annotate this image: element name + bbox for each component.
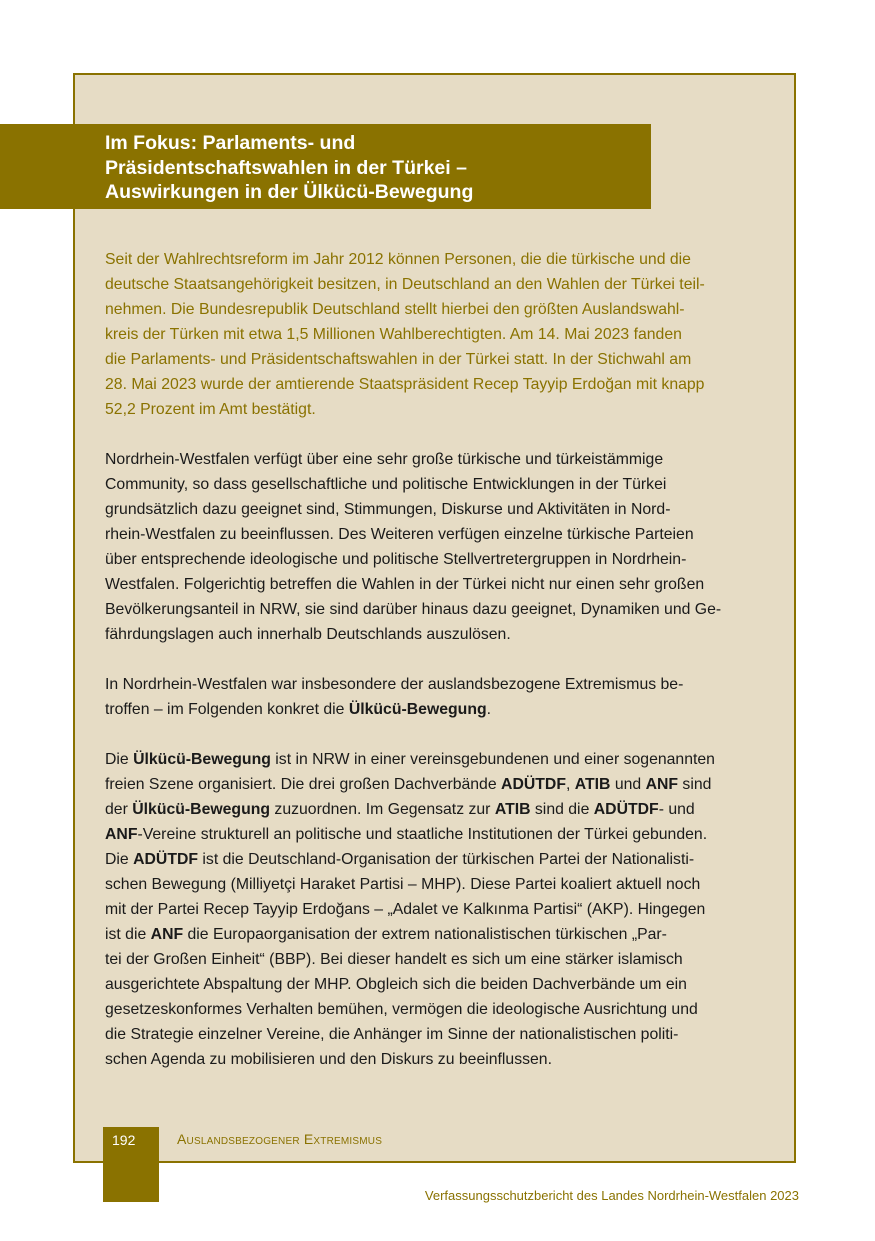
- page-number: 192: [103, 1127, 159, 1202]
- text-segment: -Vereine strukturell an politische und staatliche Institutionen der Türkei gebunden.: [137, 826, 708, 843]
- emphasis: ADÜTDF: [593, 801, 659, 818]
- text-segment: troffen – im Folgenden konkret die: [105, 701, 349, 718]
- text-segment: ,: [565, 776, 575, 793]
- section-title: Auslandsbezogener Extremismus: [177, 1131, 383, 1147]
- intro-paragraph: [105, 247, 777, 422]
- focus-heading: [0, 124, 651, 209]
- emphasis: ATIB: [574, 776, 611, 793]
- text-segment: Die: [105, 751, 134, 768]
- text-line: Nordrhein-Westfalen verfügt über eine sehr große türkische und türkeistämmige: [105, 451, 664, 468]
- text-line: Westfalen. Folgerichtig betreffen die Wahlen in der Türkei nicht nur einen sehr großen: [105, 576, 705, 593]
- text-line: rhein-Westfalen zu beeinflussen. Des Weiteren verfügen einzelne türkische Parteien: [105, 526, 694, 543]
- text-line: schen Bewegung (Milliyetçi Haraket Partisi – MHP). Diese Partei koaliert aktuell noch: [105, 876, 701, 893]
- focus-content: [105, 247, 777, 1097]
- emphasis: ATIB: [494, 801, 531, 818]
- heading-line: Auswirkungen in der Ülkücü-Bewegung: [105, 181, 474, 203]
- text-line: [105, 922, 777, 947]
- emphasis: Ülkücü-Bewegung: [348, 701, 487, 718]
- text-line: über entsprechende ideologische und politische Stellvertretergruppen in Nordrhein-: [105, 551, 687, 568]
- heading-line: Präsidentschaftswahlen in der Türkei –: [105, 156, 467, 179]
- text-line: [105, 747, 777, 772]
- text-segment: - und: [658, 801, 695, 818]
- text-line: schen Agenda zu mobilisieren und den Diskurs zu beeinflussen.: [105, 1051, 552, 1068]
- text-line: grundsätzlich dazu geeignet sind, Stimmungen, Diskurse und Aktivitäten in Nord-: [105, 501, 671, 518]
- text-line: die Strategie einzelner Vereine, die Anhänger im Sinne der nationalistischen politi-: [105, 1026, 679, 1043]
- text-line: deutsche Staatsangehörigkeit besitzen, in Deutschland an den Wahlen der Türkei teil-: [105, 276, 705, 293]
- report-title: Verfassungsschutzbericht des Landes Nordrhein-Westfalen 2023: [424, 1188, 799, 1203]
- text-line: In Nordrhein-Westfalen war insbesondere der auslandsbezogene Extremismus be-: [105, 676, 684, 693]
- text-line: fährdungslagen auch innerhalb Deutschlands auszulösen.: [105, 626, 511, 643]
- text-segment: die Europaorganisation der extrem nationalistischen türkischen „Par-: [183, 926, 667, 943]
- heading-line: Im Fokus: Parlaments- und: [105, 132, 356, 154]
- text-line: ausgerichtete Abspaltung der MHP. Obgleich sich die beiden Dachverbände um ein: [105, 976, 687, 993]
- emphasis: Ülkücü-Bewegung: [133, 751, 271, 768]
- text-line: die Parlaments- und Präsidentschaftswahlen in der Türkei statt. In der Stichwahl am: [105, 351, 692, 368]
- text-line: Bevölkerungsanteil in NRW, sie sind darüber hinaus dazu geeignet, Dynamiken und Ge-: [105, 601, 722, 618]
- text-line: 28. Mai 2023 wurde der amtierende Staatspräsident Recep Tayyip Erdoğan mit knapp: [105, 376, 705, 393]
- text-segment: freien Szene organisiert. Die drei großen Dachverbände: [105, 776, 502, 793]
- text-segment: sind die: [530, 801, 594, 818]
- text-segment: ist die: [105, 926, 151, 943]
- emphasis: ADÜTDF: [501, 776, 566, 793]
- text-segment: sind: [678, 776, 712, 793]
- emphasis: ANF: [645, 776, 679, 793]
- text-line: Seit der Wahlrechtsreform im Jahr 2012 können Personen, die die türkische und die: [105, 251, 691, 268]
- text-segment: ist die Deutschland-Organisation der türkischen Partei der Nationalisti-: [198, 851, 695, 868]
- text-line: Community, so dass gesellschaftliche und politische Entwicklungen in der Türkei: [105, 476, 667, 493]
- emphasis: Ülkücü-Bewegung: [132, 801, 271, 818]
- text-line: tei der Großen Einheit“ (BBP). Bei dieser handelt es sich um eine stärker islamisch: [105, 951, 683, 968]
- text-segment: und: [610, 776, 646, 793]
- extremism-paragraph: [105, 672, 777, 722]
- uelkuecue-paragraph: [105, 747, 777, 1072]
- emphasis: ANF: [105, 826, 138, 843]
- text-segment: ist in NRW in einer vereinsgebundenen und einer sogenannten: [270, 751, 715, 768]
- emphasis: ADÜTDF: [133, 851, 199, 868]
- text-segment: .: [486, 701, 492, 718]
- text-segment: der: [105, 801, 133, 818]
- text-segment: Die: [105, 851, 134, 868]
- text-segment: zuzuordnen. Im Gegensatz zur: [270, 801, 495, 818]
- text-line: kreis der Türken mit etwa 1,5 Millionen Wahlberechtigten. Am 14. Mai 2023 fanden: [105, 326, 682, 343]
- text-line: nehmen. Die Bundesrepublik Deutschland stellt hierbei den größten Auslandswahl-: [105, 301, 685, 318]
- text-line: [105, 847, 777, 872]
- text-line: 52,2 Prozent im Amt bestätigt.: [105, 401, 316, 418]
- text-line: gesetzeskonformes Verhalten bemühen, vermögen die ideologische Ausrichtung und: [105, 1001, 698, 1018]
- text-line: [105, 772, 777, 797]
- text-line: [105, 822, 777, 847]
- text-line: [105, 697, 777, 722]
- nrw-community-paragraph: [105, 447, 777, 647]
- text-line: [105, 797, 777, 822]
- emphasis: ANF: [150, 926, 184, 943]
- text-line: mit der Partei Recep Tayyip Erdoğans – „Adalet ve Kalkınma Partisi“ (AKP). Hingegen: [105, 901, 706, 918]
